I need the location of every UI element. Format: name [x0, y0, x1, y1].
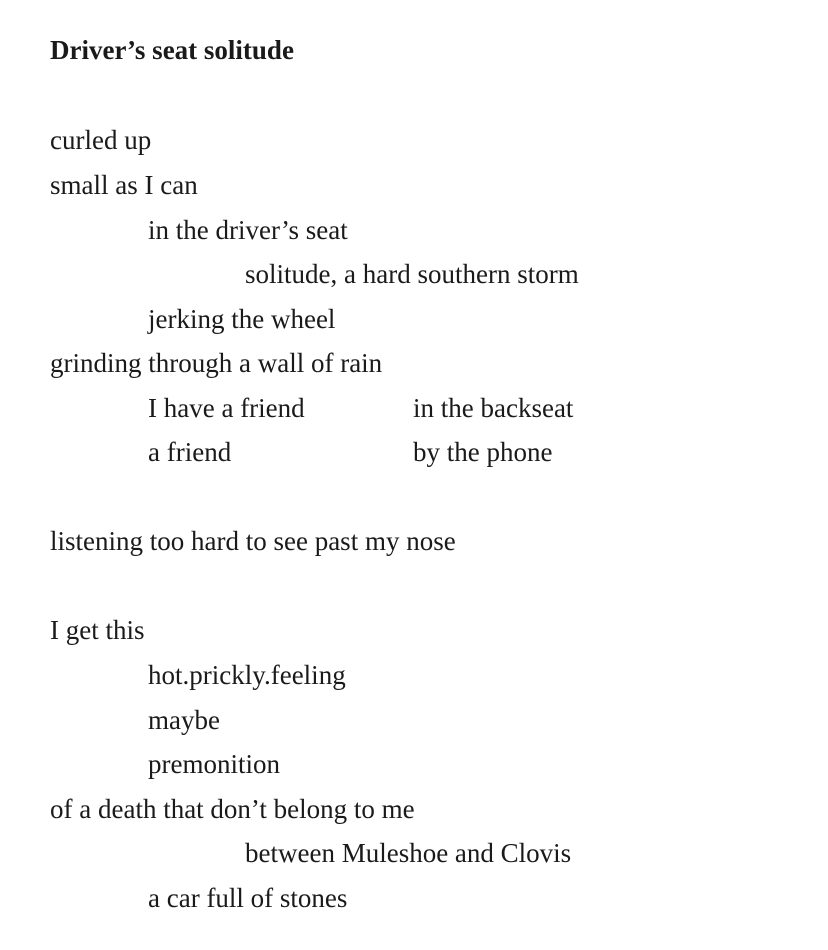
poem-line: curled up [50, 125, 152, 155]
poem-line: by the phone [413, 437, 553, 467]
poem-line: between Muleshoe and Clovis [245, 838, 572, 868]
poem-line: listening too hard to see past my nose [50, 526, 456, 556]
poem-line: premonition [148, 749, 280, 779]
poem-line: a car full of stones [148, 883, 348, 913]
poem-line: small as I can [50, 170, 198, 200]
poem-title: Driver’s seat solitude [50, 35, 294, 65]
poem-line: grinding through a wall of rain [50, 348, 383, 378]
poem-line: in the backseat [413, 393, 574, 423]
poem-line: of a death that don’t belong to me [50, 794, 415, 824]
poem-line: hot.prickly.feeling [148, 660, 346, 690]
poem-line: solitude, a hard southern storm [245, 259, 579, 289]
poem-line: maybe [148, 705, 220, 735]
poem-line: I get this [50, 615, 145, 645]
poem-line: a friend [148, 437, 232, 467]
poem-line: jerking the wheel [148, 304, 336, 334]
poem-line: in the driver’s seat [148, 215, 348, 245]
poem-line: I have a friend [148, 393, 305, 423]
